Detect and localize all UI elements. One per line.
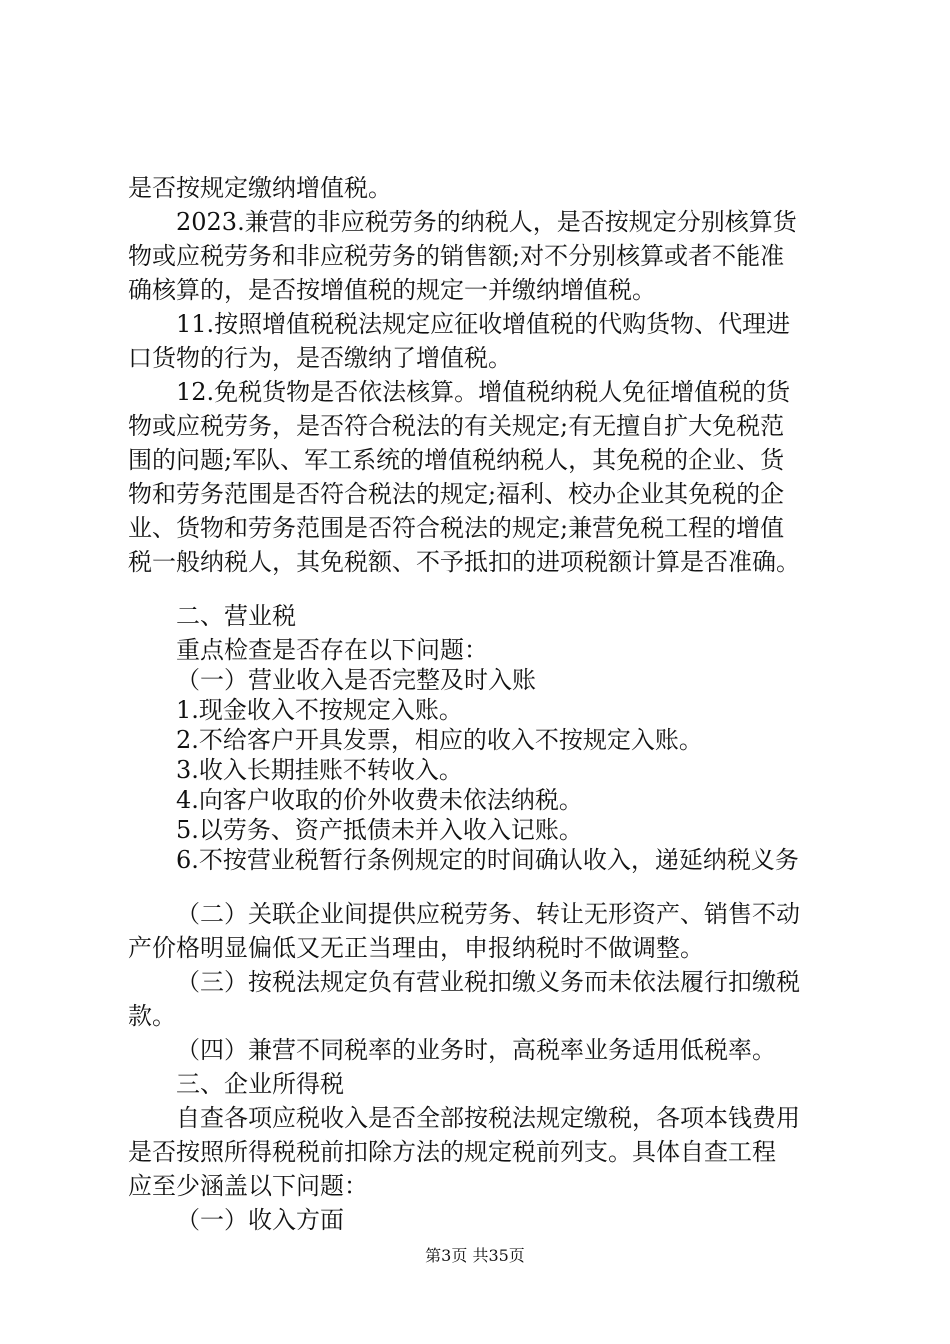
page-number-footer: 第3页 共35页 (425, 1246, 525, 1265)
paragraph-line: 围的问题;军队、军工系统的增值税纳税人，其免税的企业、货 (128, 446, 785, 474)
paragraph-line: 物或应税劳务和非应税劳务的销售额;对不分别核算或者不能准 (128, 242, 785, 270)
paragraph-line: 确核算的，是否按增值税的规定一并缴纳增值税。 (128, 276, 656, 304)
list-item: 3.收入长期挂账不转收入。 (176, 756, 463, 784)
paragraph-line: 税一般纳税人，其免税额、不予抵扣的进项税额计算是否准确。 (128, 548, 800, 576)
paragraph-line: （二）关联企业间提供应税劳务、转让无形资产、销售不动 (176, 900, 800, 928)
paragraph-line: 2023.兼营的非应税劳务的纳税人，是否按规定分别核算货 (176, 208, 797, 236)
subheading: （一）收入方面 (176, 1206, 344, 1234)
paragraph-line: 物和劳务范围是否符合税法的规定;福利、校办企业其免税的企 (128, 480, 785, 508)
list-item: 4.向客户收取的价外收费未依法纳税。 (176, 786, 583, 814)
paragraph-line: 口货物的行为，是否缴纳了增值税。 (128, 344, 512, 372)
subheading: （一）营业收入是否完整及时入账 (176, 666, 536, 694)
section-heading: 二、营业税 (176, 602, 296, 630)
paragraph-line: 款。 (128, 1002, 176, 1030)
paragraph-line: 物或应税劳务，是否符合税法的有关规定;有无擅自扩大免税范 (128, 412, 785, 440)
section-heading: 三、企业所得税 (176, 1070, 344, 1098)
paragraph-line: 是否按规定缴纳增值税。 (128, 174, 392, 202)
paragraph-line: 11.按照增值税税法规定应征收增值税的代购货物、代理进 (176, 310, 791, 338)
paragraph-line: 产价格明显偏低又无正当理由，申报纳税时不做调整。 (128, 934, 704, 962)
paragraph-line: 重点检查是否存在以下问题： (176, 636, 488, 664)
paragraph-line: 应至少涵盖以下问题： (128, 1172, 368, 1200)
list-item: 2.不给客户开具发票，相应的收入不按规定入账。 (176, 726, 703, 754)
paragraph-line: 业、货物和劳务范围是否符合税法的规定;兼营免税工程的增值 (128, 514, 785, 542)
list-item: 5.以劳务、资产抵债未并入收入记账。 (176, 816, 583, 844)
paragraph-line: （三）按税法规定负有营业税扣缴义务而未依法履行扣缴税 (176, 968, 800, 996)
paragraph-line: （四）兼营不同税率的业务时，高税率业务适用低税率。 (176, 1036, 776, 1064)
list-item: 6.不按营业税暂行条例规定的时间确认收入，递延纳税义务 (176, 846, 799, 874)
list-item: 1.现金收入不按规定入账。 (176, 696, 463, 724)
paragraph-line: 是否按照所得税税前扣除方法的规定税前列支。具体自查工程 (128, 1138, 776, 1166)
paragraph-line: 12.免税货物是否依法核算。增值税纳税人免征增值税的货 (176, 378, 791, 406)
paragraph-line: 自查各项应税收入是否全部按税法规定缴税，各项本钱费用 (176, 1104, 800, 1132)
